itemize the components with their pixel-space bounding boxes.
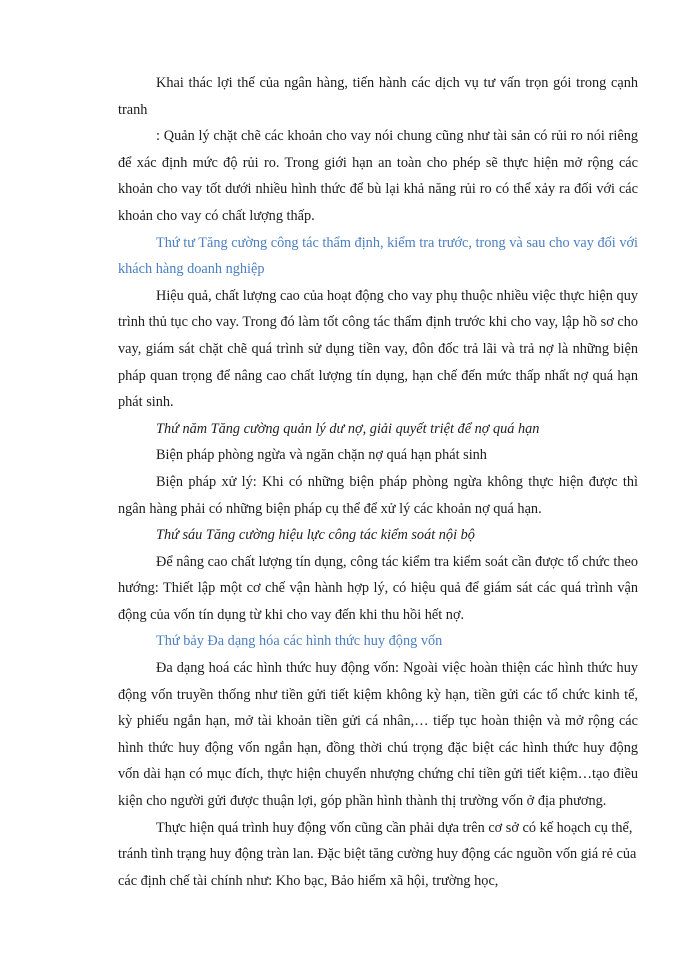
paragraph: Hiệu quả, chất lượng cao của hoạt động cho vay phụ thuộc nhiều việc thực hiện quy trình thủ tục cho vay. Trong đó làm tốt công tác thẩm định trước khi cho vay, lập hồ sơ cho vay, giám sát chặt chẽ quá trình sử dụng tiền vay, đôn đốc trả lãi và trả nợ là những biện pháp quan trọng để nâng cao chất lượng tín dụng, hạn chế đến mức thấp nhất nợ quá hạn phát sinh. [118,287,638,411]
paragraph: Biện pháp phòng ngừa và ngăn chặn nợ quá hạn phát sinh [156,447,487,464]
paragraph: Đa dạng hoá các hình thức huy động vốn: Ngoài việc hoàn thiện các hình thức huy động vốn truyền thống như tiền gửi tiết kiệm không kỳ hạn, tiền gửi các tổ chức kinh tế, kỳ phiếu ngắn hạn, mở tài khoản tiền gửi cá nhân,… tiếp tục hoàn thiện và mở rộng các hình thức huy động vốn ngắn hạn, đồng thời chú trọng đặc biệt các hình thức huy động vốn dài hạn có mục đích, thực hiện chuyển nhượng chứng chỉ tiền gửi tiết kiệm…tạo điều kiện cho người gửi được thuận lợi, góp phần hình thành thị trường vốn ở địa phương. [118,660,638,810]
section-heading: Thứ năm Tăng cường quản lý dư nợ, giải quyết triệt để nợ quá hạn [156,420,540,437]
paragraph: Để nâng cao chất lượng tín dụng, công tác kiểm tra kiểm soát cần được tổ chức theo hướng: Thiết lập một cơ chế vận hành hợp lý, có hiệu quả để giám sát các quá trình vận động của vốn tín dụng từ khi cho vay đến khi thu hồi hết nợ. [118,553,638,623]
document-page [118,70,638,894]
section-heading: Thứ tư Tăng cường công tác thẩm định, kiểm tra trước, trong và sau cho vay đối với khách hàng doanh nghiệp [118,234,638,278]
section-heading: Thứ bảy Đa dạng hóa các hình thức huy động vốn [156,633,443,650]
paragraph: Biện pháp xử lý: Khi có những biện pháp phòng ngừa không thực hiện được thì ngân hàng phải có những biện pháp cụ thể để xử lý các khoản nợ quá hạn. [118,473,638,517]
paragraph: Khai thác lợi thế của ngân hàng, tiến hành các dịch vụ tư vấn trọn gói trong cạnh tranh [118,75,638,118]
paragraph: Thực hiện quá trình huy động vốn cũng cần phải dựa trên cơ sở có kế hoạch cụ thể, tránh tình trạng huy động tràn lan. Đặc biệt tăng cường huy động các nguồn vốn giá rẻ của các định chế tài chính như: Kho bạc, Bảo hiểm xã hội, trường học, [118,819,637,889]
paragraph: : Quản lý chặt chẽ các khoản cho vay nói chung cũng như tài sản có rủi ro nói riêng để xác định mức độ rủi ro. Trong giới hạn an toàn cho phép sẽ thực hiện mở rộng các khoản cho vay tốt dưới nhiều hình thức để bù lại khả năng rủi ro có thể xảy ra đối với các khoản cho vay có chất lượng thấp. [118,128,638,224]
section-heading: Thứ sáu Tăng cường hiệu lực công tác kiểm soát nội bộ [156,527,475,544]
